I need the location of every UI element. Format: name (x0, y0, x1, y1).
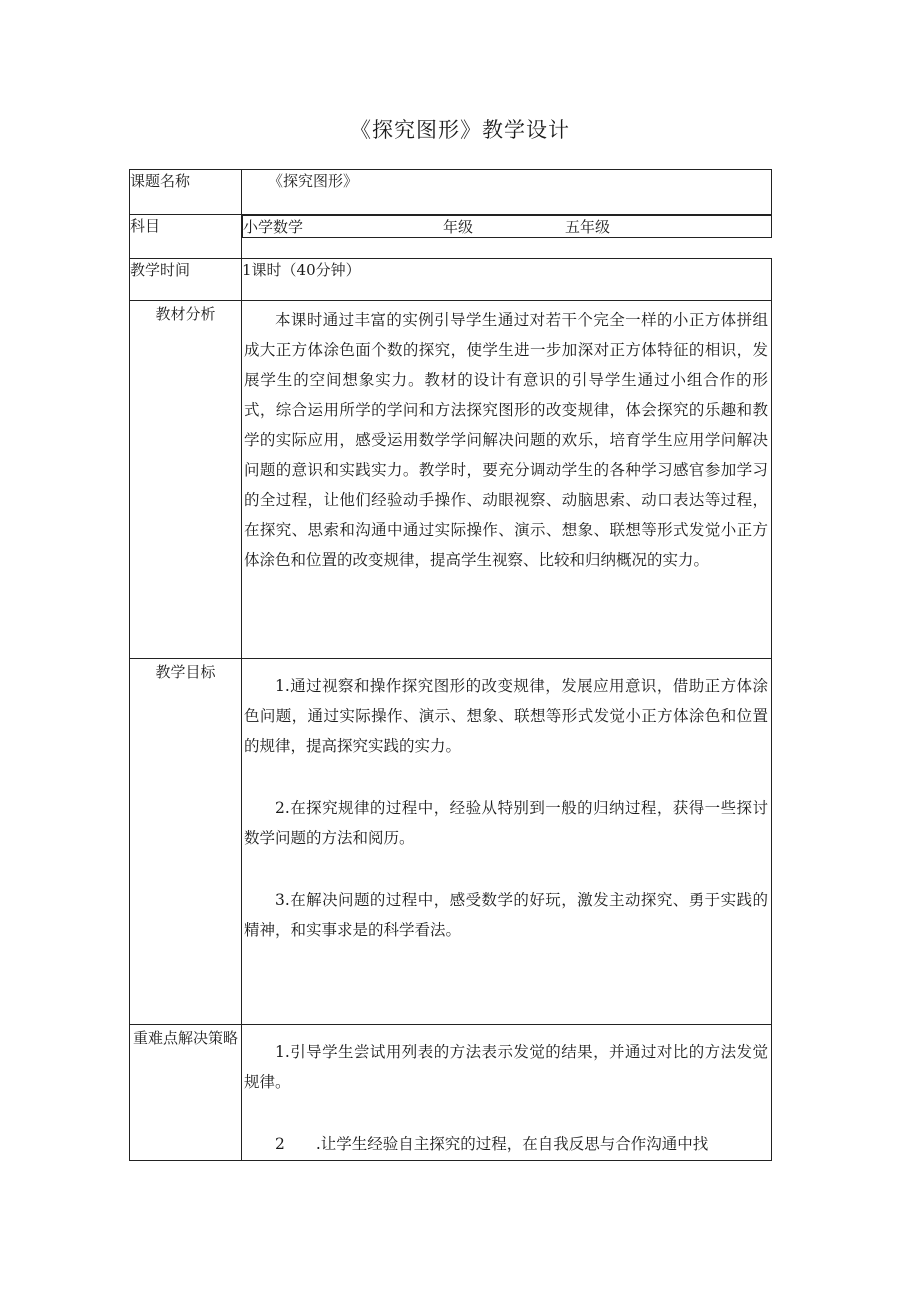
objectives-label: 教学目标 (130, 659, 242, 1025)
strategy-item: 1.引导学生尝试用列表的方法表示发觉的结果，并通过对比的方法发觉规律。 (244, 1043, 768, 1091)
row-analysis (130, 301, 772, 659)
row-time (130, 259, 772, 301)
lesson-plan-table (129, 169, 772, 1161)
row-strategy (130, 1025, 772, 1161)
objective-item: 2.在探究规律的过程中，经验从特别到一般的归纳过程，获得一些探讨数学问题的方法和阅历。 (244, 799, 768, 847)
analysis-label: 教材分析 (130, 301, 242, 659)
strategy-label: 重难点解决策略 (130, 1025, 242, 1161)
subject-cell (242, 215, 772, 238)
time-value: 1课时（40分钟） (242, 259, 772, 301)
strategy-item: 2 .让学生经验自主探究的过程，在自我反思与合作沟通中找 (275, 1135, 709, 1153)
grade-label: 年级 (443, 218, 474, 236)
row-course-name (130, 170, 772, 215)
objective-item: 1.通过视察和操作探究图形的改变规律，发展应用意识，借助正方体涂色问题，通过实际操作、演示、想象、联想等形式发觉小正方体涂色和位置的规律，提高探究实践的实力。 (244, 677, 768, 755)
objective-item: 3.在解决问题的过程中，感受数学的好玩，激发主动探究、勇于实践的精神，和实事求是的科学看法。 (244, 891, 768, 939)
grade-value: 五年级 (565, 218, 611, 236)
subject-label: 科目 (130, 215, 242, 259)
strategy-cell (242, 1025, 772, 1161)
course-name-value: 《探究图形》 (242, 170, 772, 215)
time-label: 教学时间 (130, 259, 242, 301)
objectives-cell (242, 659, 772, 1025)
row-subject (130, 215, 772, 259)
row-objectives (130, 659, 772, 1025)
analysis-cell (242, 301, 772, 659)
course-name-label: 课题名称 (130, 170, 242, 215)
document-title: 《探究图形》教学设计 (350, 118, 570, 142)
subject-value: 小学数学 (243, 218, 304, 236)
analysis-text: 本课时通过丰富的实例引导学生通过对若干个完全一样的小正方体拼组成大正方体涂色面个数的探究，使学生进一步加深对正方体特征的相识，发展学生的空间想象实力。教材的设计有意识的引导学生通过小组合作的形式，综合运用所学的学问和方法探究图形的改变规律，体会探究的乐趣和教学的实际应用，感受运用数学学问解决问题的欢乐，培育学生应用学问解决问题的意识和实践实力。教学时，要充分调动学生的各种学习感官参加学习的全过程，让他们经验动手操作、动眼视察、动脑思索、动口表达等过程，在探究、思索和沟通中通过实际操作、演示、想象、联想等形式发觉小正方体涂色和位置的改变规律，提高学生视察、比较和归纳概况的实力。 (244, 311, 768, 569)
